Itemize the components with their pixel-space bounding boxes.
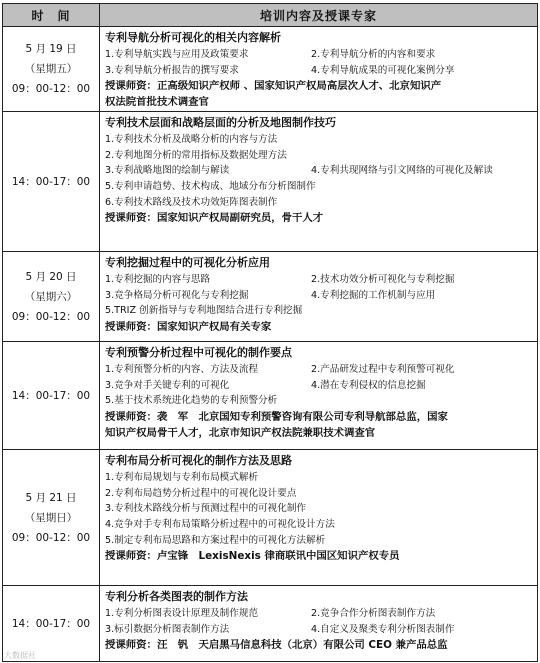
session-time — [3, 252, 100, 342]
topic-item: 4.自定义及聚类专利分析图表制作 — [311, 623, 455, 635]
time-line: 09：00-12：00 — [11, 531, 91, 544]
schedule-row — [3, 342, 538, 450]
topic-item: 3.标引数据分析图表制作方法 — [105, 623, 230, 635]
instructor-info: 知识产权局骨干人才，北京市知识产权法院兼职技术调查官 — [105, 426, 376, 439]
topic-item-row — [105, 288, 534, 304]
time-line: 5 月 19 日 — [25, 43, 77, 56]
topic-item: 1.专利预警分析的内容、方法及流程 — [105, 364, 259, 376]
topic-item-row — [105, 486, 534, 502]
topic-item: 1.专利技术分析及战略分析的内容与方法 — [105, 134, 278, 146]
time-line: （星期日） — [24, 511, 78, 524]
instructor-info: 授课师资：国家知识产权局有关专家 — [105, 320, 272, 333]
session-topic: 专利预警分析过程中可视化的制作要点 — [105, 346, 292, 360]
topic-item-row — [105, 63, 534, 79]
instructor-info: 授课师资：袭 军 北京国知专利预警咨询有限公司专利导航部总监，国家 — [105, 410, 448, 423]
topic-item-row — [105, 470, 534, 486]
watermark-text: 大数据社 — [4, 651, 36, 660]
session-topic: 专利布局分析可视化的制作方法及思路 — [105, 454, 292, 468]
time-line: 5 月 21 日 — [25, 491, 77, 504]
topic-item: 4.专利挖掘的工作机制与应用 — [311, 289, 436, 301]
session-topic: 专利技术层面和战略层面的分析及地图制作技巧 — [105, 116, 336, 130]
schedule-row — [3, 112, 538, 252]
session-time — [3, 450, 100, 586]
schedule-row — [3, 586, 538, 662]
topic-item: 4.专利共现网络与引文网络的可视化及解读 — [311, 165, 493, 177]
instructor-info: 权法院首批技术调查官 — [105, 96, 209, 109]
topic-item-row — [105, 606, 534, 622]
topic-item: 5.专利申请趋势、技术构成、地域分布分析图制作 — [105, 180, 316, 192]
topic-item-row — [105, 47, 534, 63]
session-topic: 专利挖掘过程中的可视化分析应用 — [105, 256, 270, 270]
session-time — [3, 342, 100, 450]
time-line: 09：00-12：00 — [11, 310, 91, 323]
topic-item-row — [105, 303, 534, 319]
topic-item-row — [105, 148, 534, 164]
time-line: 09：00-12：00 — [11, 83, 91, 96]
topic-item: 3.专利导航分析报告的撰写要求 — [105, 64, 239, 76]
topic-item: 3.专利战略地图的绘制与解读 — [105, 165, 230, 177]
session-topic: 专利导航分析可视化的相关内容解析 — [105, 31, 281, 44]
session-content — [100, 252, 538, 342]
session-content — [100, 586, 538, 662]
topic-item: 1.专利分析图表设计原理及制作规范 — [105, 608, 259, 620]
schedule-row — [3, 450, 538, 586]
header-time: 时 间 — [3, 4, 100, 27]
time-line: 14：00-17：00 — [11, 617, 91, 630]
instructor-info: 授课师资：正高级知识产权师 、国家知识产权局高层次人才、北京知识产 — [105, 80, 442, 93]
topic-item: 5.制定专利布局思路和方案过程中的可视化方法解析 — [105, 534, 326, 546]
time-line: 14：00-17：00 — [11, 389, 91, 402]
topic-item: 5.基于技术系统进化趋势的专利预警分析 — [105, 395, 278, 407]
session-topic: 专利分析各类图表的制作方法 — [105, 590, 248, 604]
topic-item: 2.专利布局趋势分析过程中的可视化设计要点 — [105, 487, 297, 499]
topic-item-row — [105, 378, 534, 394]
topic-item: 2.技术功效分析可视化与专利挖掘 — [311, 274, 455, 286]
topic-item-row — [105, 163, 534, 179]
topic-item-row — [105, 179, 534, 195]
topic-item: 1.专利导航实践与应用及政策要求 — [105, 49, 249, 60]
session-content — [100, 342, 538, 450]
time-line: （星期五） — [24, 63, 78, 76]
session-time — [3, 112, 100, 252]
topic-item-row — [105, 393, 534, 409]
topic-item: 4.竞争对手专利布局策略分析过程中的可视化设计方法 — [105, 518, 335, 530]
session-content — [100, 450, 538, 586]
topic-item: 3.专利技术路线分析与预测过程中的可视化制作 — [105, 503, 307, 515]
table-header-row — [3, 4, 538, 27]
time-line: （星期六） — [24, 290, 78, 303]
time-line: 14：00-17：00 — [11, 175, 91, 188]
topic-item: 3.竞争对手关键专利的可视化 — [105, 379, 230, 391]
topic-item: 2.产品研发过程中专利预警可视化 — [311, 364, 455, 376]
topic-item: 4.专利导航成果的可视化案例分享 — [311, 64, 455, 76]
topic-item-row — [105, 272, 534, 288]
topic-item-row — [105, 622, 534, 638]
topic-item-row — [105, 517, 534, 533]
topic-item: 2.专利地图分析的常用指标及数据处理方法 — [105, 149, 287, 161]
instructor-info: 授课师资：国家知识产权局副研究员，骨干人才 — [105, 212, 324, 225]
topic-item: 6.专利技术路线及技术功效矩阵图表制作 — [105, 196, 278, 208]
topic-item-row — [105, 533, 534, 549]
session-time — [3, 27, 100, 112]
instructor-info: 授课师资：卢宝锋 LexisNexis 律商联讯中国区知识产权专员 — [105, 550, 400, 563]
topic-item: 3.竞争格局分析可视化与专利挖掘 — [105, 289, 249, 301]
topic-item: 2.专利导航分析的内容和要求 — [311, 49, 436, 60]
topic-item: 4.潜在专利侵权的信息挖掘 — [311, 379, 426, 391]
topic-item-row — [105, 501, 534, 517]
topic-item: 2.竞争合作分析图表制作方法 — [311, 608, 436, 620]
instructor-info: 授课师资：汪 钒 天启黑马信息科技（北京）有限公司 CEO 兼产品总监 — [105, 639, 448, 652]
topic-item-row — [105, 195, 534, 211]
topic-item-row — [105, 362, 534, 378]
schedule-row — [3, 27, 538, 112]
schedule-table — [2, 3, 538, 662]
session-content — [100, 112, 538, 252]
time-line: 5 月 20 日 — [25, 270, 77, 283]
topic-item: 1.专利布局规划与专利布局模式解析 — [105, 472, 259, 484]
topic-item-row — [105, 132, 534, 148]
topic-item: 5.TRIZ 创新指导与专利地图结合进行专利挖掘 — [105, 305, 303, 317]
topic-item: 1.专利挖掘的内容与思路 — [105, 274, 211, 286]
header-content: 培训内容及授课专家 — [100, 4, 538, 27]
session-content — [100, 27, 538, 112]
schedule-row — [3, 252, 538, 342]
